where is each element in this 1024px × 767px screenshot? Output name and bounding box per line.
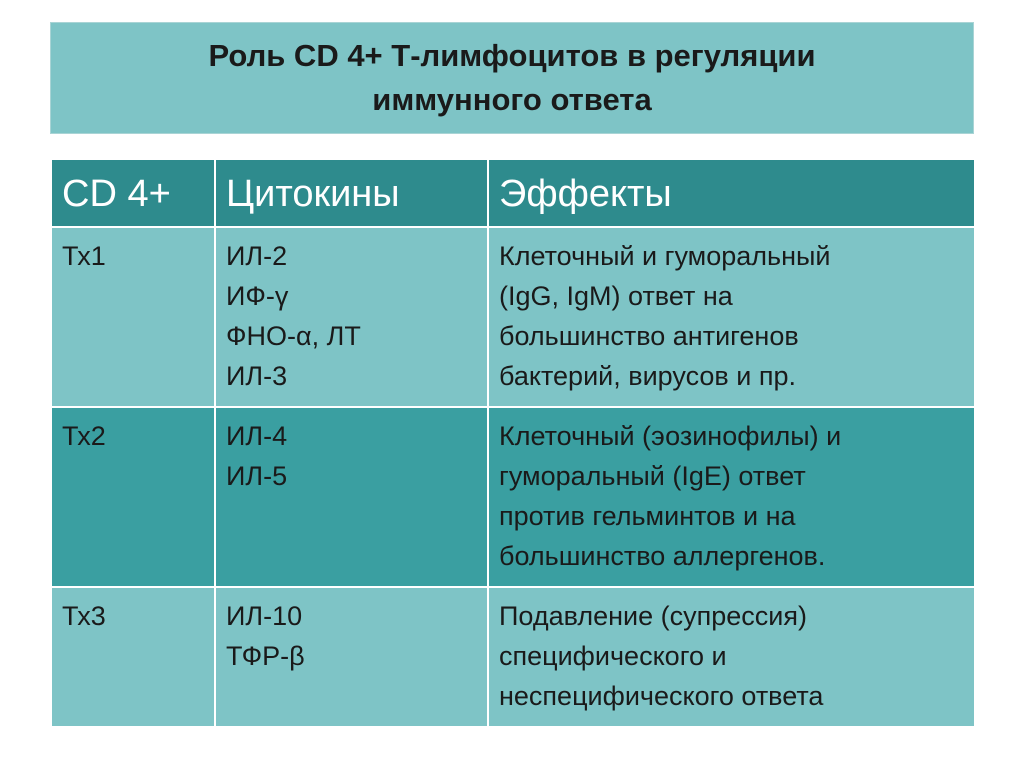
- effect-line: специфического и: [499, 641, 727, 671]
- effect-line: большинство аллергенов.: [499, 541, 826, 571]
- slide-title-line-1: Роль CD 4+ Т-лимфоцитов в регуляции: [208, 38, 816, 73]
- table-row: [51, 407, 975, 587]
- cell-cd: Тх2: [51, 407, 215, 587]
- cytokine-item: ИЛ-4: [226, 421, 288, 451]
- table-header-row: [51, 159, 975, 227]
- header-cytokines: Цитокины: [215, 159, 488, 227]
- header-effects: Эффекты: [488, 159, 975, 227]
- cell-cytokines: [215, 407, 488, 587]
- effect-line: бактерий, вирусов и пр.: [499, 361, 796, 391]
- cytokine-table: [50, 158, 976, 728]
- effect-line: Подавление (супрессия): [499, 601, 807, 631]
- cell-effects: [488, 587, 975, 727]
- cytokine-item: ТФР-β: [226, 641, 305, 671]
- effect-line: против гельминтов и на: [499, 501, 796, 531]
- effect-line: Клеточный и гуморальный: [499, 241, 831, 271]
- cell-effects: [488, 407, 975, 587]
- cell-cd: Тх1: [51, 227, 215, 407]
- title-box: [50, 22, 974, 134]
- cell-cd: Тх3: [51, 587, 215, 727]
- cell-cytokines: [215, 227, 488, 407]
- header-cd4: CD 4+: [51, 159, 215, 227]
- effect-line: большинство антигенов: [499, 321, 799, 351]
- effect-line: неспецифического ответа: [499, 681, 824, 711]
- cytokine-item: ИФ-γ: [226, 281, 289, 311]
- slide-title-line-2: иммунного ответа: [372, 82, 652, 117]
- cytokine-item: ФНО-α, ЛТ: [226, 321, 361, 351]
- cytokine-item: ИЛ-2: [226, 241, 288, 271]
- cytokine-item: ИЛ-10: [226, 601, 303, 631]
- cytokine-item: ИЛ-3: [226, 361, 288, 391]
- cytokine-item: ИЛ-5: [226, 461, 288, 491]
- effect-line: гуморальный (IgE) ответ: [499, 461, 806, 491]
- table-row: [51, 227, 975, 407]
- table-row: [51, 587, 975, 727]
- cell-cytokines: [215, 587, 488, 727]
- cell-effects: [488, 227, 975, 407]
- effect-line: (IgG, IgM) ответ на: [499, 281, 733, 311]
- effect-line: Клеточный (эозинофилы) и: [499, 421, 842, 451]
